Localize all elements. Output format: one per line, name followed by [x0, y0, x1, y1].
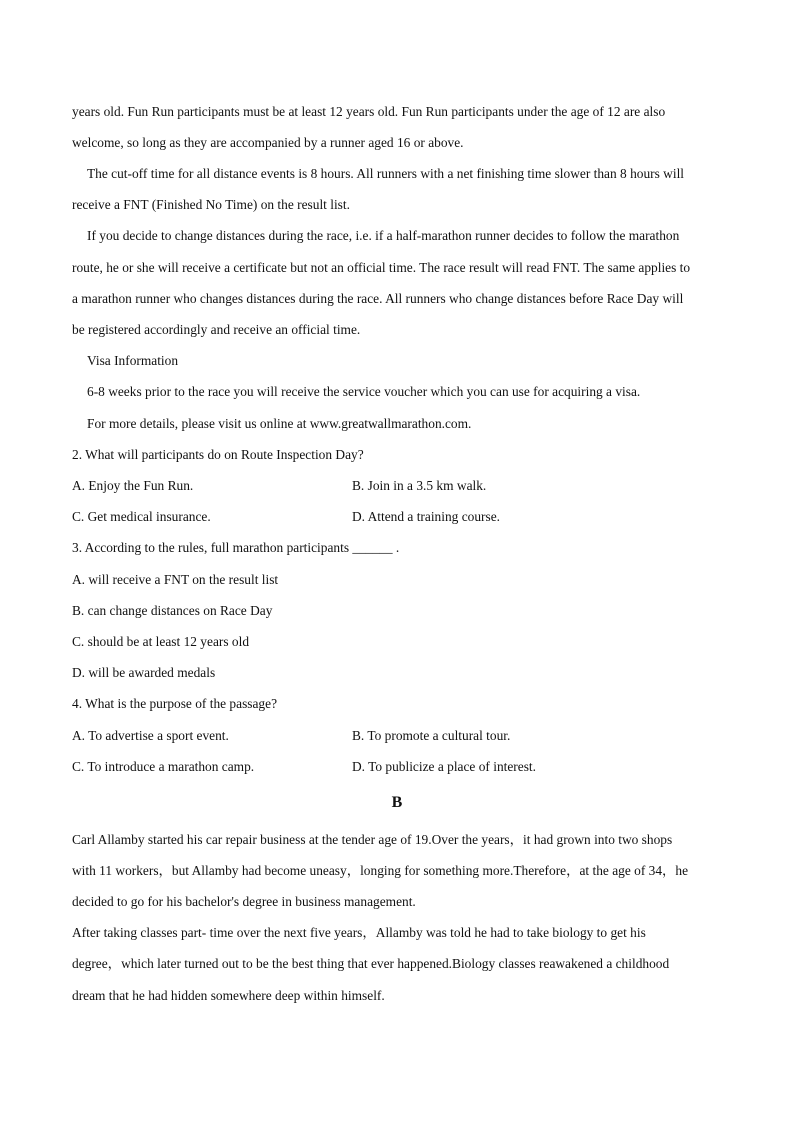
visa-text: 6-8 weeks prior to the race you will receive the service voucher which you can use for acquiring a visa.	[87, 384, 641, 399]
question-3-option-b: B. can change distances on Race Day	[72, 603, 273, 618]
question-3-stem: 3. According to the rules, full marathon participants ______ .	[72, 540, 400, 555]
section-b-p1-line2: with 11 workers，but Allamby had become uneasy，longing for something more.Therefore，at the age of 34，he	[72, 863, 689, 878]
section-b-p1-line1: Carl Allamby started his car repair business at the tender age of 19.Over the years，it had grown into two shops	[72, 832, 673, 847]
passage-a-p3-line4: be registered accordingly and receive an official time.	[72, 322, 361, 337]
question-4-option-b: B. To promote a cultural tour.	[352, 728, 511, 743]
section-b-p2-line3: dream that he had hidden somewhere deep within himself.	[72, 988, 385, 1003]
question-4-option-d: D. To publicize a place of interest.	[352, 759, 536, 774]
passage-a-p3-line1: If you decide to change distances during the race, i.e. if a half-marathon runner decides to follow the marathon	[87, 228, 680, 243]
question-3-option-d: D. will be awarded medals	[72, 665, 216, 680]
section-b-p2-line1: After taking classes part- time over the next five years，Allamby was told he had to take biology to get his	[72, 925, 646, 940]
question-2-option-a: A. Enjoy the Fun Run.	[72, 478, 194, 493]
question-3-option-c: C. should be at least 12 years old	[72, 634, 250, 649]
visa-heading: Visa Information	[87, 353, 179, 368]
question-3-option-a: A. will receive a FNT on the result list	[72, 572, 279, 587]
question-2-option-b: B. Join in a 3.5 km walk.	[352, 478, 487, 493]
question-4-option-a: A. To advertise a sport event.	[72, 728, 229, 743]
question-4-option-c: C. To introduce a marathon camp.	[72, 759, 255, 774]
section-b-heading: B	[391, 794, 403, 811]
question-2-option-c: C. Get medical insurance.	[72, 509, 211, 524]
passage-a-p2-line2: receive a FNT (Finished No Time) on the result list.	[72, 197, 350, 212]
more-details: For more details, please visit us online at www.greatwallmarathon.com.	[87, 416, 472, 431]
passage-a-p1-line1: years old. Fun Run participants must be at least 12 years old. Fun Run participants under the age of 12 are also	[72, 104, 666, 119]
passage-a-p3-line3: a marathon runner who changes distances during the race. All runners who change distances before Race Day will	[72, 291, 684, 306]
question-2-option-d: D. Attend a training course.	[352, 509, 501, 524]
passage-a-p1-line2: welcome, so long as they are accompanied by a runner aged 16 or above.	[72, 135, 464, 150]
passage-a-p2-line1: The cut-off time for all distance events is 8 hours. All runners with a net finishing time slower than 8 hours will	[87, 166, 685, 181]
section-b-p1-line3: decided to go for his bachelor's degree in business management.	[72, 894, 416, 909]
question-4-stem: 4. What is the purpose of the passage?	[72, 696, 278, 711]
question-2-stem: 2. What will participants do on Route Inspection Day?	[72, 447, 364, 462]
passage-a-p3-line2: route, he or she will receive a certificate but not an official time. The race result will read FNT. The same applies to	[72, 260, 691, 275]
section-b-p2-line2: degree，which later turned out to be the best thing that ever happened.Biology classes reawakened a childhood	[72, 956, 670, 971]
